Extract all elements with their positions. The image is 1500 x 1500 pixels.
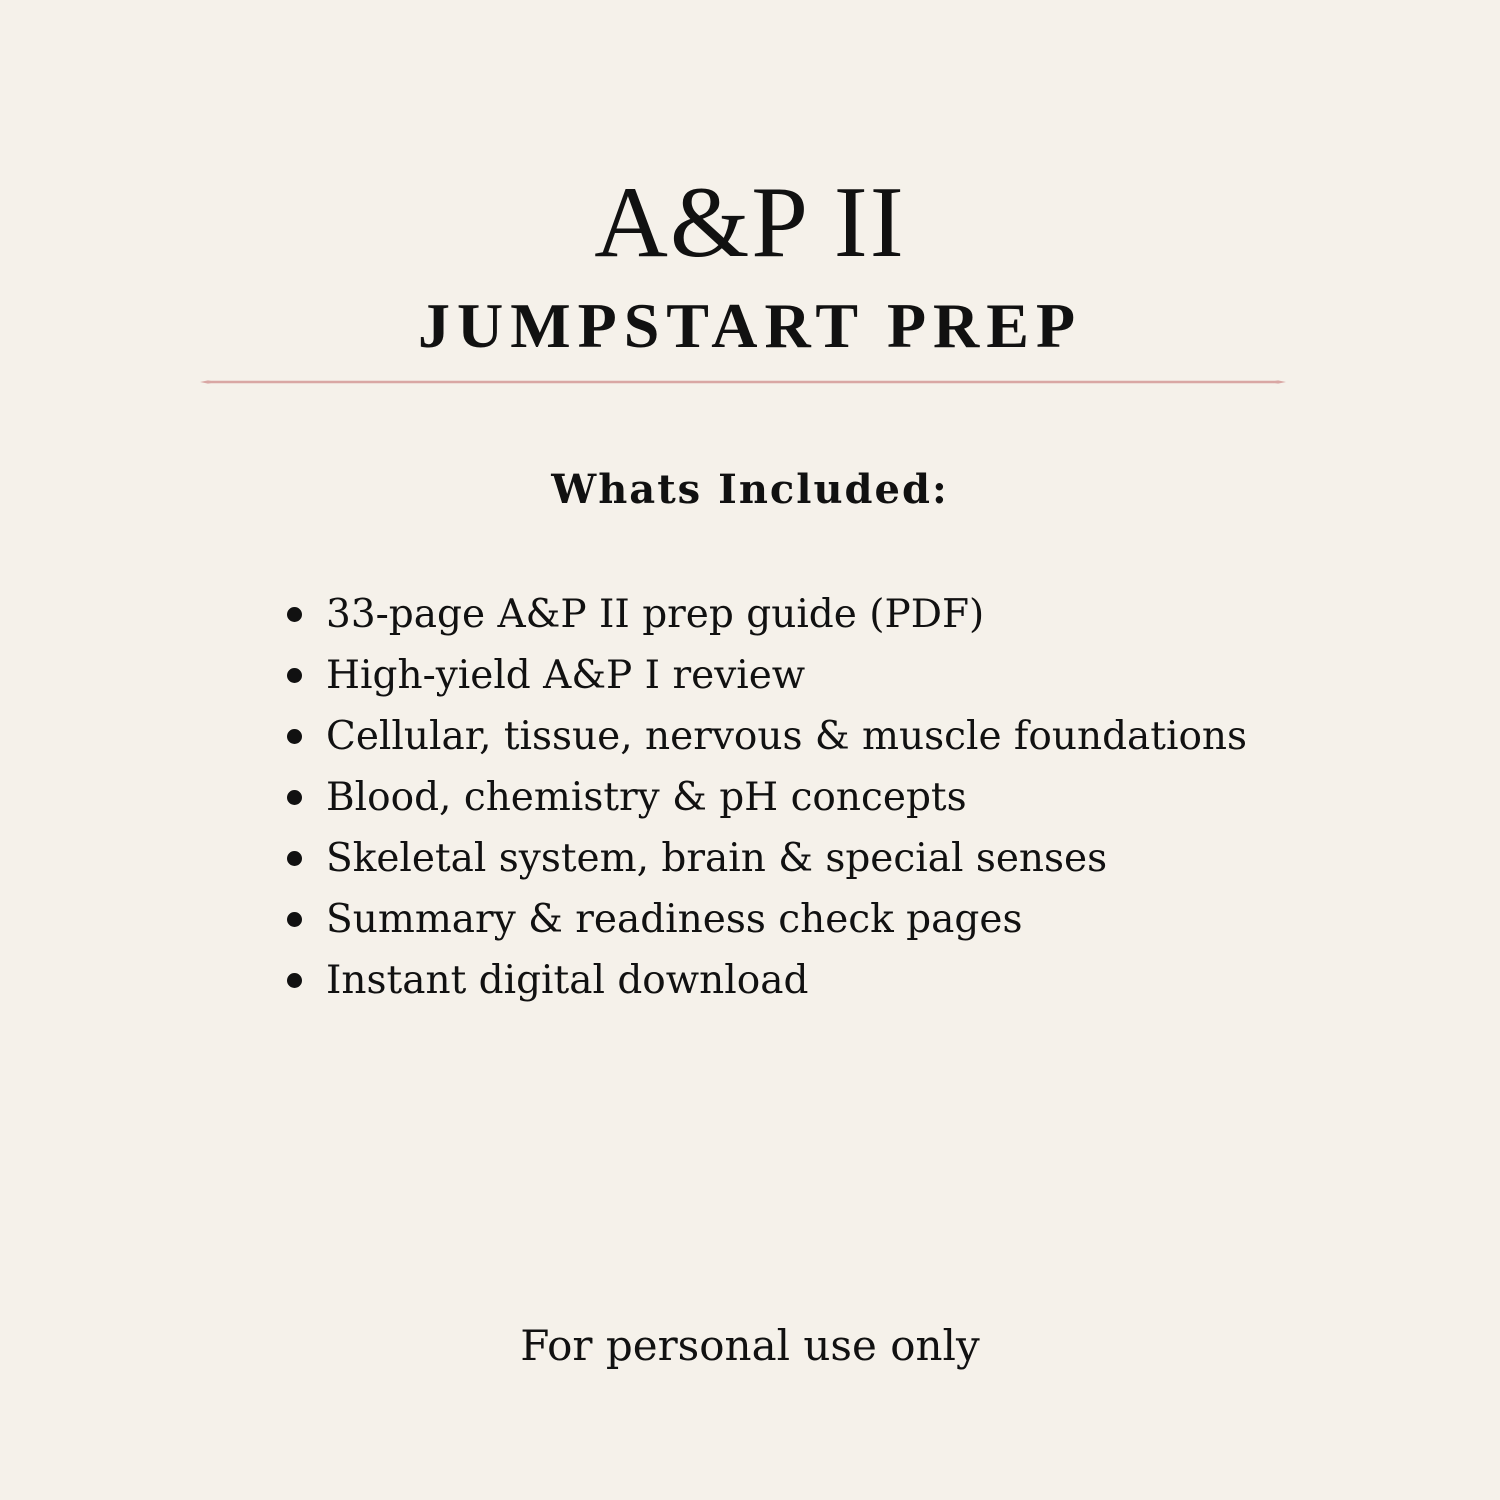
bullet-icon bbox=[287, 790, 302, 805]
list-item bbox=[286, 706, 1247, 767]
bullet-icon bbox=[287, 851, 302, 866]
list-item-text: Summary & readiness check pages bbox=[326, 897, 1023, 942]
page-title: A&P II bbox=[594, 166, 906, 279]
usage-note: For personal use only bbox=[520, 1321, 980, 1370]
bullet-icon bbox=[287, 973, 302, 988]
included-items-list bbox=[286, 584, 1247, 1011]
list-item-text: High-yield A&P I review bbox=[326, 653, 806, 698]
list-item bbox=[286, 950, 1247, 1011]
list-item bbox=[286, 889, 1247, 950]
list-item bbox=[286, 767, 1247, 828]
list-item bbox=[286, 584, 1247, 645]
bullet-icon bbox=[287, 668, 302, 683]
decorative-divider bbox=[198, 376, 1288, 388]
list-item-text: Cellular, tissue, nervous & muscle foundations bbox=[326, 714, 1248, 759]
list-item bbox=[286, 828, 1247, 889]
list-item-text: Skeletal system, brain & special senses bbox=[326, 836, 1108, 881]
list-item-text: 33-page A&P II prep guide (PDF) bbox=[326, 592, 985, 637]
bullet-icon bbox=[287, 729, 302, 744]
page-subtitle: JUMPSTART PREP bbox=[417, 290, 1083, 361]
list-item-text: Instant digital download bbox=[326, 958, 809, 1003]
bullet-icon bbox=[287, 912, 302, 927]
bullet-icon bbox=[287, 607, 302, 622]
whats-included-heading: Whats Included: bbox=[551, 466, 949, 513]
list-item bbox=[286, 645, 1247, 706]
list-item-text: Blood, chemistry & pH concepts bbox=[326, 775, 967, 820]
